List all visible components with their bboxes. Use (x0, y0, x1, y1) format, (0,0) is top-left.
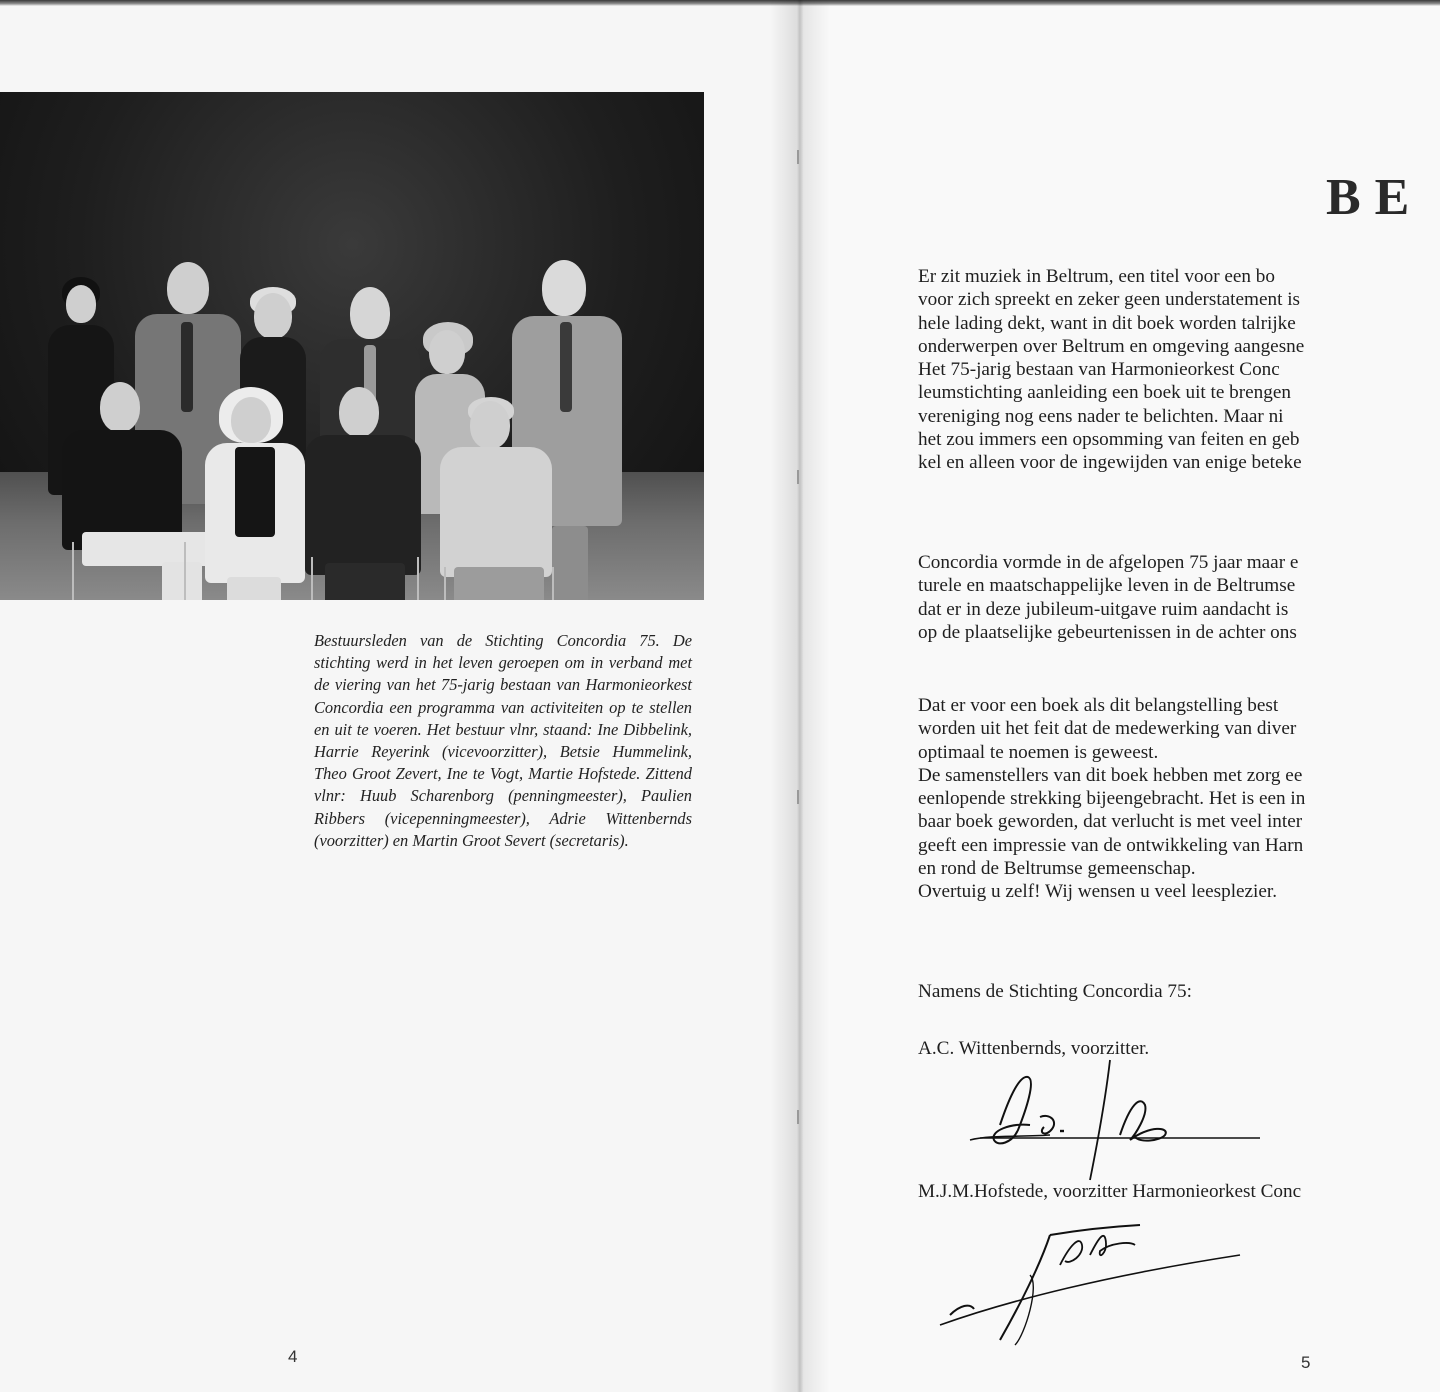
page-number-left: 4 (288, 1347, 298, 1366)
text-line: optimaal te noemen is geweest. (918, 741, 1159, 763)
text-line: leumstichting aanleiding een boek uit te brengen (918, 382, 1291, 404)
binding-stitch (797, 1110, 799, 1124)
text-line: De samenstellers van dit boek hebben met zorg ee (918, 764, 1303, 786)
text-line: Concordia vormde in de afgelopen 75 jaar maar e (918, 552, 1299, 573)
text-line: eenlopende strekking bijeengebracht. Het is een in (918, 788, 1306, 810)
signatory-2: M.J.M.Hofstede, voorzitter Harmonieorkest Conc (918, 1181, 1302, 1202)
text-line: worden uit het feit dat de medewerking van diver (918, 718, 1297, 740)
signature-wittenbernds (960, 1055, 1280, 1185)
paragraph-2 (918, 551, 1440, 644)
text-line: hele lading dekt, want in dit boek worden talrijke (918, 312, 1296, 334)
binding-stitch (797, 150, 799, 164)
text-line: baar boek geworden, dat verlucht is met veel inter (918, 811, 1303, 833)
text-line: geeft een impressie van de ontwikkeling van Harn (918, 834, 1304, 856)
text-line: turele en maatschappelijke leven in de Beltrumse (918, 575, 1296, 597)
binding-stitch (797, 470, 799, 484)
closing-line: Namens de Stichting Concordia 75: (918, 981, 1192, 1002)
page-heading: BE (1326, 169, 1424, 226)
group-photo (0, 92, 704, 600)
signatory-1: A.C. Wittenbernds, voorzitter. (918, 1038, 1150, 1059)
text-line: Overtuig u zelf! Wij wensen u veel leesplezier. (918, 881, 1278, 903)
text-line: Er zit muziek in Beltrum, een titel voor een bo (918, 266, 1275, 287)
text-line: en rond de Beltrumse gemeenschap. (918, 858, 1196, 880)
book-gutter (770, 0, 830, 1392)
text-line: Het 75-jarig bestaan van Harmonieorkest Conc (918, 359, 1280, 381)
photo-caption: Bestuursleden van de Stichting Concordia 75. De stichting werd in het leven geroepen om in verband met de viering van het 75-jarig bestaan van Harmonieorkest Concordia een programma van activiteiten op te stellen en uit te voeren. Het bestuur vlnr, staand: Ine Dibbelink, Harrie Reyerink (vicevoorzitter), Betsie Hummelink, Theo Groot Zevert, Ine te Vogt, Martie Hofstede. Zittend vlnr: Huub Scharenborg (penningmeester), Paulien Ribbers (vicepenningmeester), Adrie Wittenbernds (voorzitter) en Martin Groot Severt (secretaris). (314, 631, 692, 850)
text-line: onderwerpen over Beltrum en omgeving aangesne (918, 335, 1305, 357)
text-line: vereniging nog eens nader te belichten. Maar ni (918, 405, 1284, 427)
signature-hofstede (930, 1205, 1250, 1355)
text-line: op de plaatselijke gebeurtenissen in de achter ons (918, 621, 1297, 643)
text-line: het zou immers een opsomming van feiten en geb (918, 429, 1300, 451)
binding-stitch (797, 790, 799, 804)
paragraph-1 (918, 265, 1440, 475)
page-number-right: 5 (1301, 1353, 1311, 1372)
text-line: voor zich spreekt en zeker geen understatement is (918, 289, 1300, 311)
paragraph-3 (918, 694, 1440, 904)
top-edge (0, 0, 1440, 6)
text-line: Dat er voor een boek als dit belangstelling best (918, 695, 1279, 716)
text-line: kel en alleen voor de ingewijden van enige beteke (918, 452, 1302, 474)
text-line: dat er in deze jubileum-uitgave ruim aandacht is (918, 598, 1289, 620)
